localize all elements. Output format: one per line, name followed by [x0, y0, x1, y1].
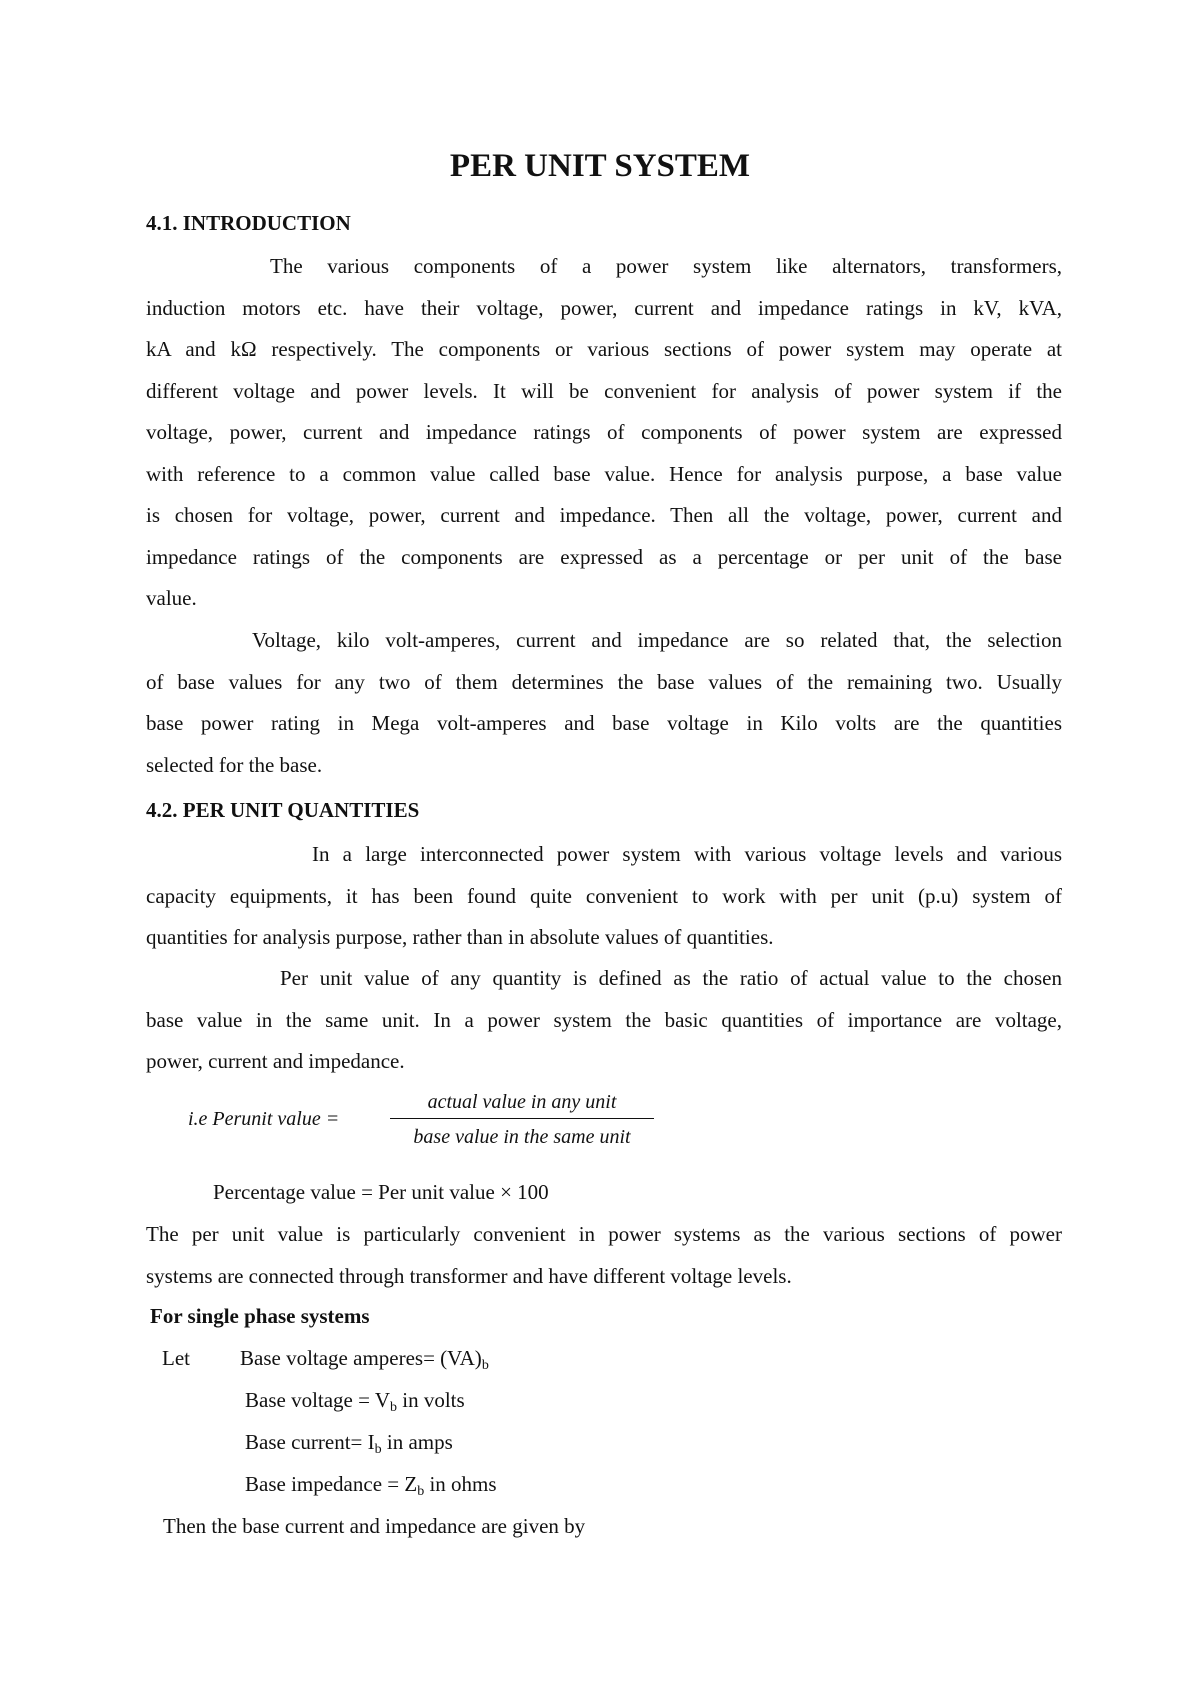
definition-base-current [245, 1428, 453, 1464]
text-line: capacity equipments, it has been found quite convenient to work with per unit (p.u) system of [146, 883, 1062, 908]
closing-line: Then the base current and impedance are given by [163, 1514, 586, 1538]
definition-subscript: b [390, 1400, 398, 1415]
page-title: PER UNIT SYSTEM [449, 148, 751, 184]
text-line: different voltage and power levels. It will be convenient for analysis of power system if the [146, 378, 1062, 403]
intro-paragraph-2 [146, 620, 1062, 786]
text-line: kA and kΩ respectively. The components or various sections of power system may operate at [146, 337, 1062, 361]
definition-base-va [240, 1344, 489, 1380]
formula-numerator: actual value in any unit [427, 1091, 617, 1113]
per-unit-paragraph-2 [146, 958, 1062, 1083]
text-line: The per unit value is particularly convenient in power systems as the various sections of power [146, 1222, 1062, 1246]
text-line: quantities for analysis purpose, rather than in absolute values of quantities. [146, 925, 774, 949]
text-line: In a large interconnected power system with various voltage levels and various [312, 842, 1062, 866]
definition-text: Base voltage = V [245, 1388, 391, 1412]
text-line: value. [146, 586, 197, 610]
fraction-bar [390, 1118, 654, 1119]
definition-text: Base voltage amperes= (VA) [240, 1346, 482, 1370]
text-line: impedance ratings of the components are expressed as a percentage or per unit of the base [146, 544, 1062, 569]
text-line: power, current and impedance. [146, 1049, 405, 1073]
intro-paragraph-1 [146, 246, 1062, 620]
text-line: The various components of a power system like alternators, transformers, [270, 254, 1062, 278]
definition-tail: in amps [381, 1430, 453, 1454]
let-label: Let [162, 1346, 190, 1370]
text-line: induction motors etc. have their voltage, power, current and impedance ratings in kV, kVA, [146, 295, 1062, 320]
text-line: with reference to a common value called base value. Hence for analysis purpose, a base value [146, 461, 1062, 486]
text-line: selected for the base. [146, 752, 323, 777]
section-heading-introduction: 4.1. INTRODUCTION [146, 211, 351, 235]
section-heading-per-unit-quantities: 4.2. PER UNIT QUANTITIES [146, 798, 420, 822]
text-line: of base values for any two of them determines the base values of the remaining two. Usually [146, 669, 1062, 694]
text-line: voltage, power, current and impedance ratings of components of power system are expressed [146, 420, 1062, 444]
definition-base-impedance [245, 1470, 497, 1506]
definition-subscript: b [417, 1484, 425, 1499]
per-unit-paragraph-1 [146, 834, 1062, 959]
text-line: systems are connected through transformer and have different voltage levels. [146, 1263, 792, 1288]
text-line: is chosen for voltage, power, current and impedance. Then all the voltage, power, current and [146, 503, 1062, 527]
definition-tail: in ohms [424, 1472, 497, 1496]
definition-subscript: b [481, 1358, 489, 1373]
formula-lhs: i.e Perunit value = [188, 1108, 340, 1130]
formula-denominator: base value in the same unit [413, 1126, 631, 1148]
text-line: Per unit value of any quantity is defined as the ratio of actual value to the chosen [280, 966, 1062, 990]
definition-tail: in volts [397, 1388, 465, 1412]
definition-subscript: b [374, 1442, 382, 1457]
per-unit-paragraph-3 [146, 1214, 1062, 1297]
definition-text: Base impedance = Z [245, 1472, 418, 1496]
definition-text: Base current= I [245, 1430, 375, 1454]
text-line: Voltage, kilo volt-amperes, current and impedance are so related that, the selection [252, 628, 1062, 652]
text-line: base power rating in Mega volt-amperes and base voltage in Kilo volts are the quantities [146, 711, 1062, 735]
definition-base-voltage [245, 1386, 465, 1422]
formula-fraction [390, 1090, 654, 1149]
text-line: base value in the same unit. In a power system the basic quantities of importance are voltage, [146, 1007, 1062, 1032]
single-phase-heading: For single phase systems [150, 1304, 370, 1328]
percentage-formula: Percentage value = Per unit value × 100 [213, 1180, 549, 1204]
